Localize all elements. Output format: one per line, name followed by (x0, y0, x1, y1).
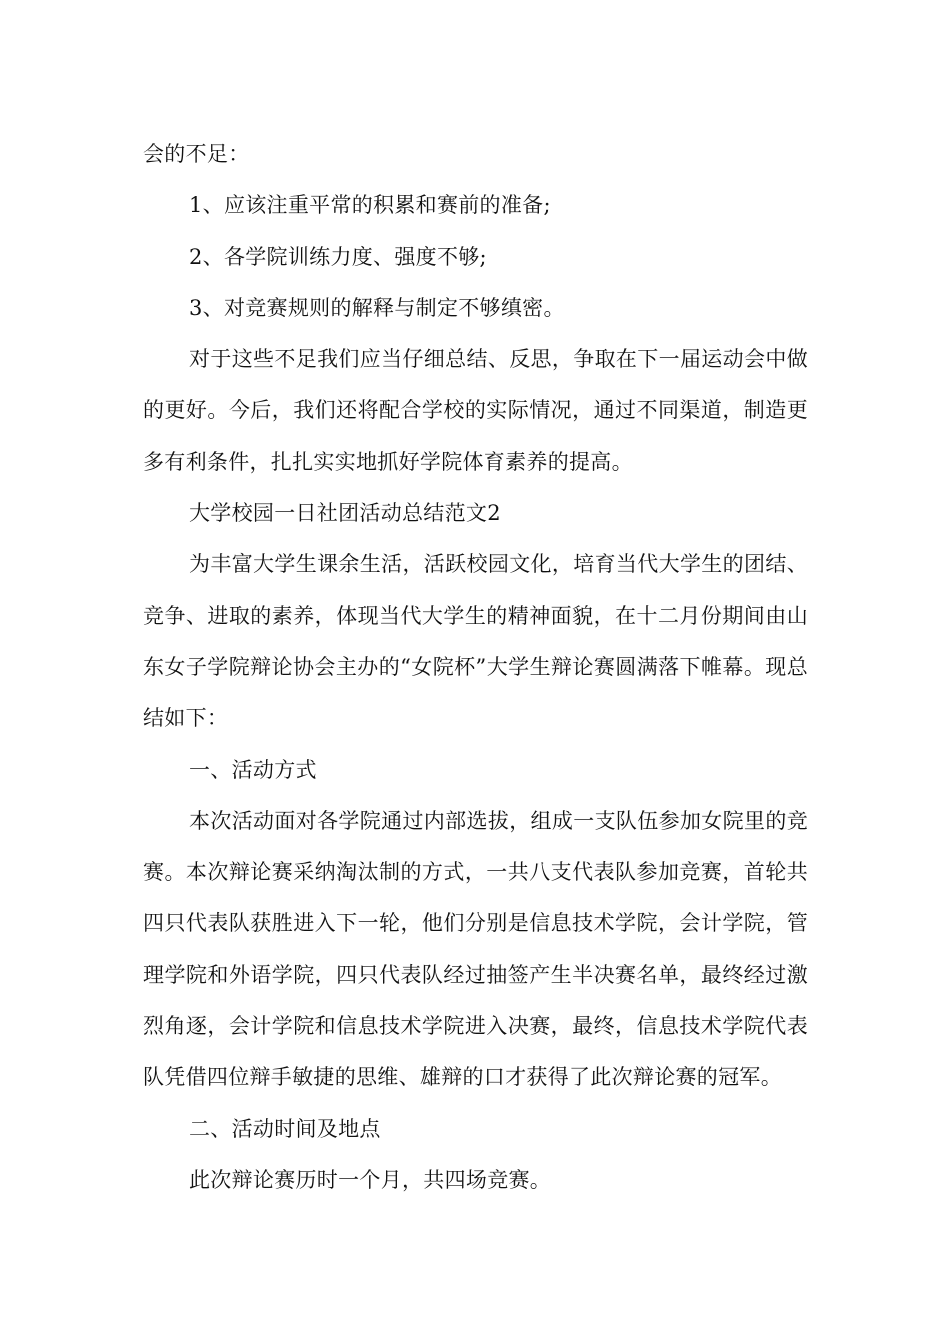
paragraph: 本次活动面对各学院通过内部选拔，组成一支队伍参加女院里的竞赛。本次辩论赛采纳淘汰制的方式，一共八支代表队参加竞赛，首轮共四只代表队获胜进入下一轮，他们分别是信息技术学院，会计学院，管理学院和外语学院，四只代表队经过抽签产生半决赛名单，最终经过激烈角逐，会计学院和信息技术学院进入决赛，最终，信息技术学院代表队凭借四位辩手敏捷的思维、雄辩的口才获得了此次辩论赛的冠军。 (143, 808, 808, 1090)
paragraph: 会的不足： (143, 142, 250, 166)
document-body (143, 129, 808, 1206)
section-heading: 一、活动方式 (189, 757, 317, 782)
list-item: 1、应该注重平常的积累和赛前的准备; (189, 193, 551, 218)
paragraph: 对于这些不足我们应当仔细总结、反思，争取在下一届运动会中做的更好。今后，我们还将配合学校的实际情况，通过不同渠道，制造更多有利条件，扎扎实实地抓好学院体育素养的提高。 (143, 347, 808, 474)
section-heading: 二、活动时间及地点 (189, 1116, 381, 1141)
paragraph: 此次辩论赛历时一个月，共四场竞赛。 (189, 1167, 552, 1192)
section-title: 大学校园一日社团活动总结范文2 (189, 501, 501, 526)
list-item: 3、对竞赛规则的解释与制定不够缜密。 (189, 295, 565, 320)
paragraph: 为丰富大学生课余生活，活跃校园文化，培育当代大学生的团结、竞争、进取的素养，体现当代大学生的精神面貌，在十二月份期间由山东女子学院辩论协会主办的“女院杯”大学生辩论赛圆满落下帷幕。现总结如下： (143, 552, 808, 731)
list-item: 2、各学院训练力度、强度不够; (189, 244, 487, 269)
